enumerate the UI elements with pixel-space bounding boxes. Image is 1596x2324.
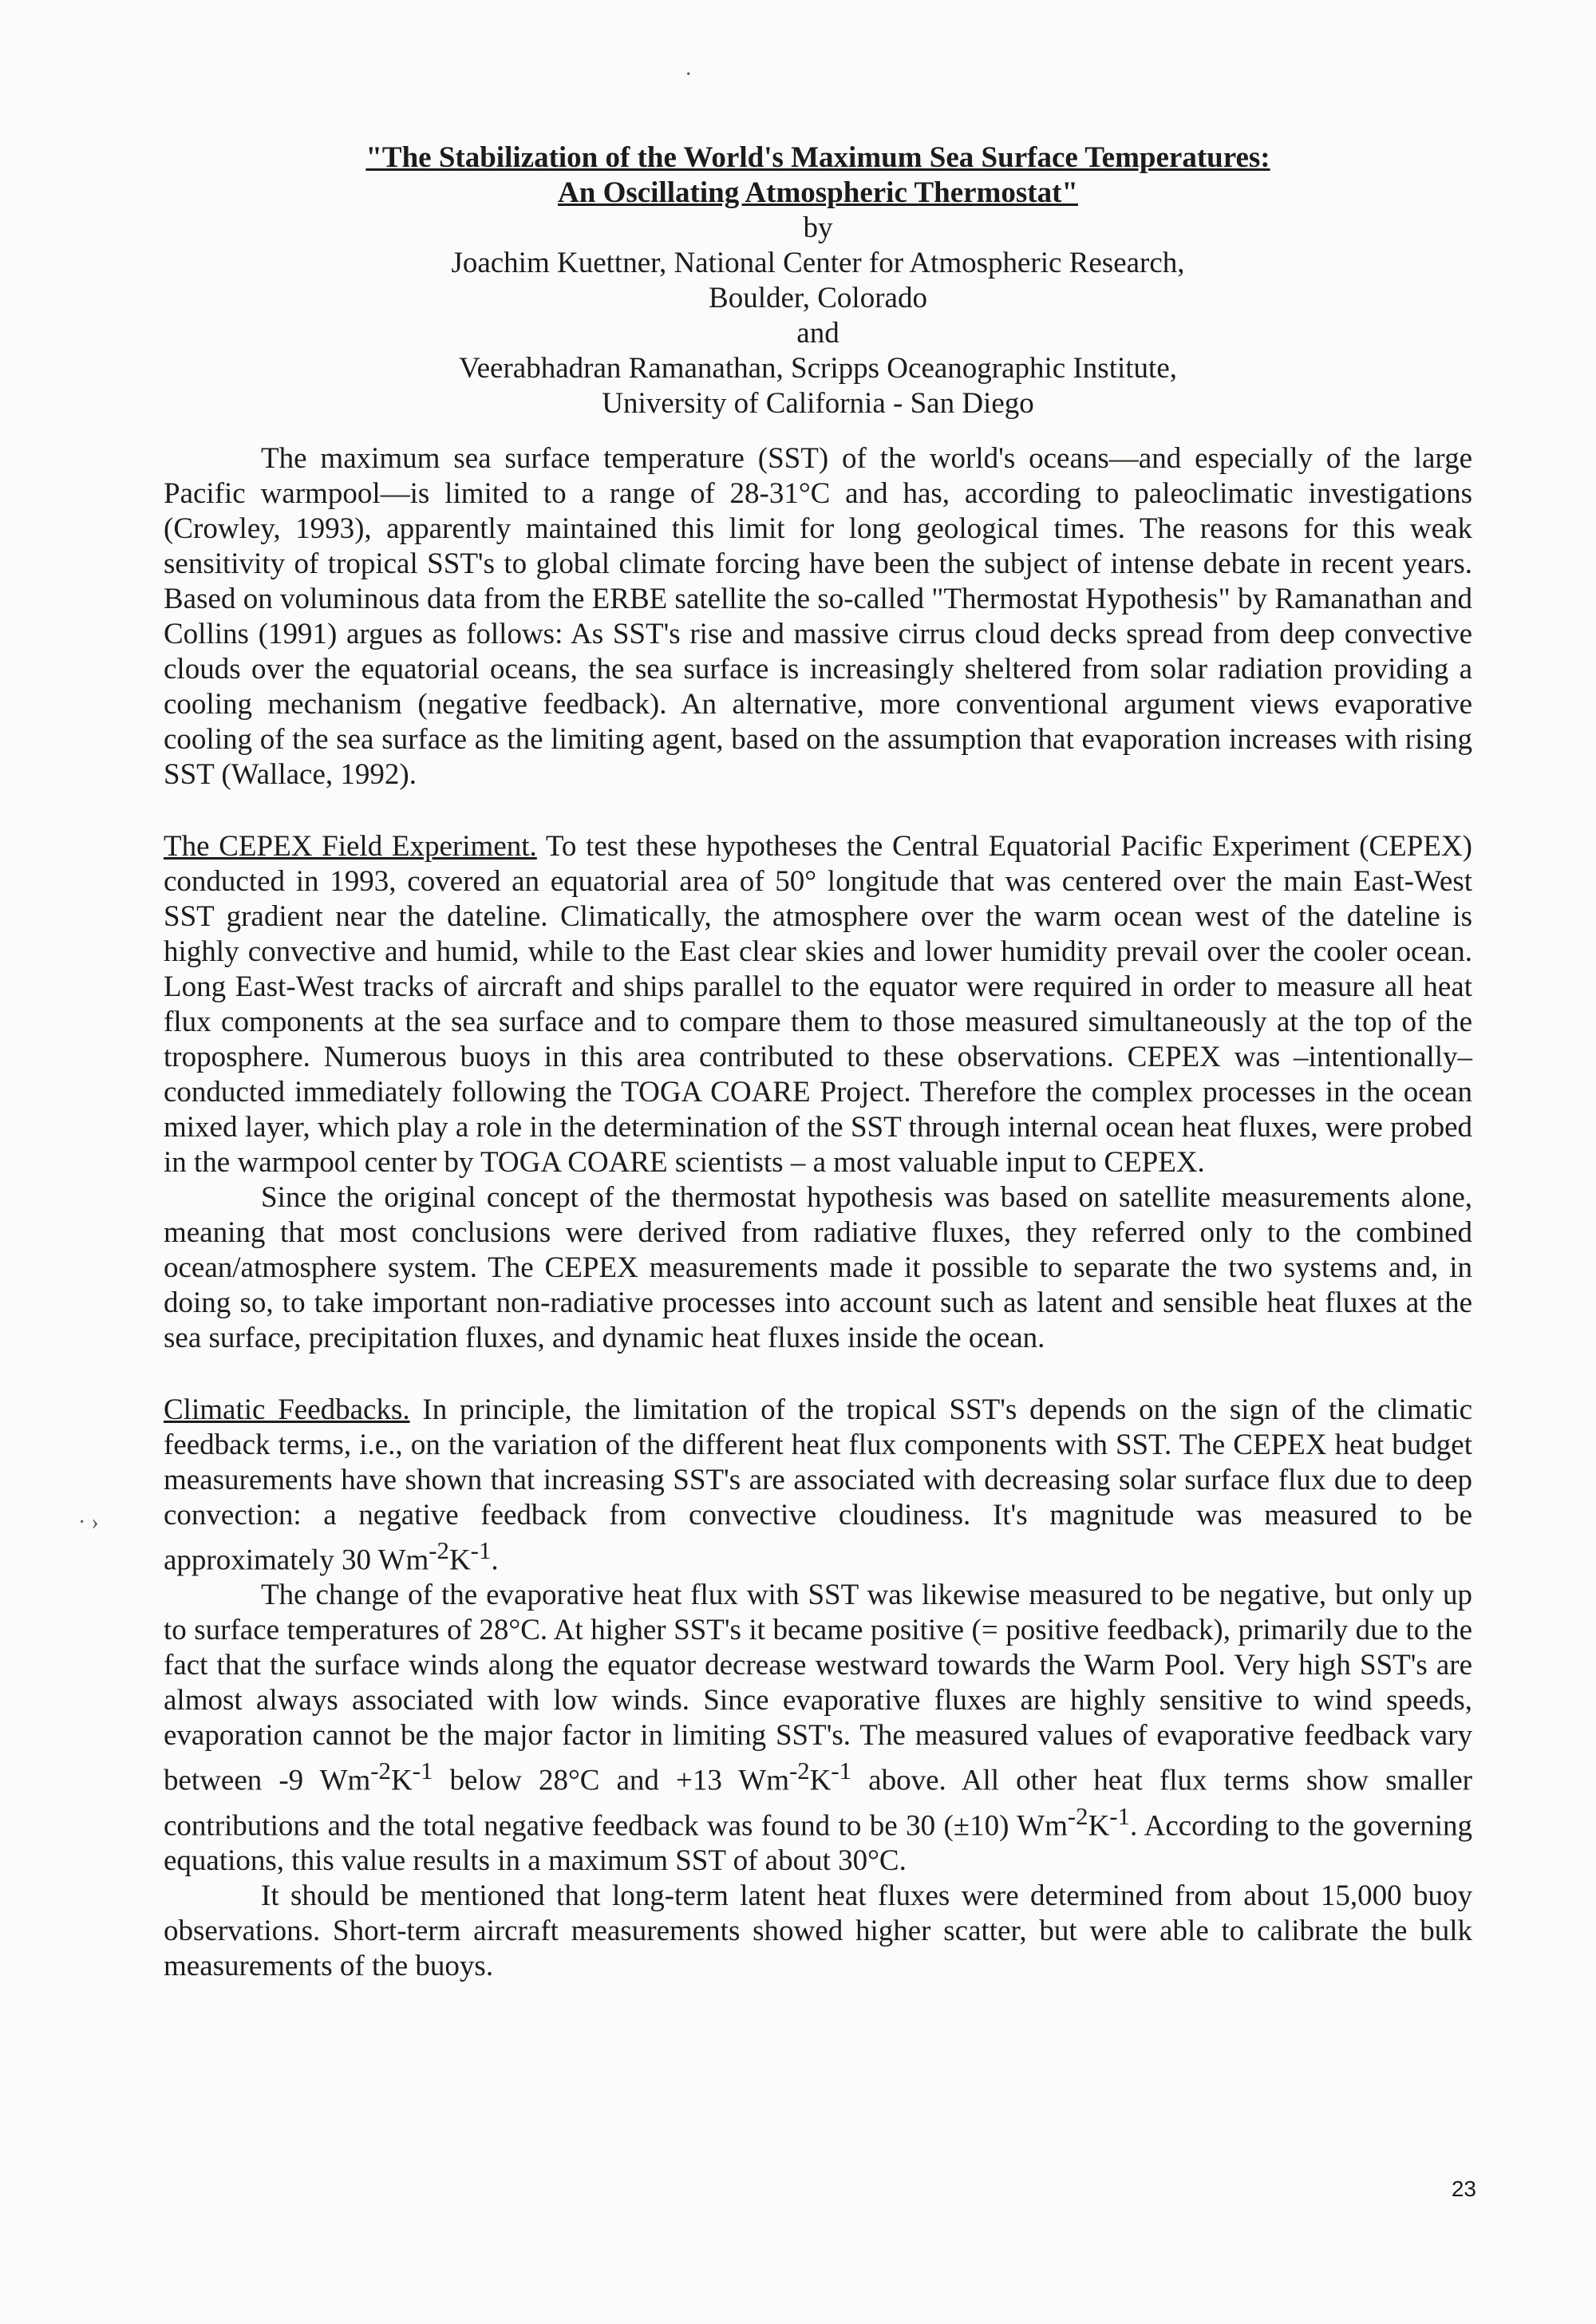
unit-exponent: -1: [412, 1757, 433, 1785]
author-2: Veerabhadran Ramanathan, Scripps Oceanographic Institute,: [459, 352, 1177, 385]
unit-exponent: -2: [1067, 1802, 1088, 1830]
climatic-paragraph-2: [164, 1578, 1472, 1879]
unit-exponent: -1: [1109, 1802, 1130, 1830]
scan-speck: ·: [685, 62, 693, 87]
unit-kelvin: K: [448, 1543, 471, 1577]
margin-mark: · ›: [78, 1510, 99, 1535]
author-1-location: Boulder, Colorado: [709, 282, 927, 314]
unit-exponent: -2: [370, 1757, 391, 1785]
unit-kelvin: K: [390, 1764, 413, 1797]
unit-exponent: -2: [429, 1537, 449, 1564]
cepex-paragraph-1-text: To test these hypotheses the Central Equatorial Pacific Experiment (CEPEX) conducted in 1993, covered an equatorial area of 50° longitude that was centered over the main East-West SST gradient near the dateline. Climatically, the atmosphere over the warm ocean west of the dateline is highly convective and humid, while to the East clear skies and lower humidity prevail over the cooler ocean. Long East-West tracks of aircraft and ships parallel to the equator were required in order to measure all heat flux components at the sea surface and to compare them to those measured simultaneously at the top of the troposphere. Numerous buoys in this area contributed to these observations. CEPEX was –intentionally– conducted immediately following the TOGA COARE Project. Therefore the complex processes in the ocean mixed layer, which play a role in the determination of the SST through internal ocean heat fluxes, were probed in the warmpool center by TOGA COARE scientists – a most valuable input to CEPEX.: [164, 830, 1473, 1179]
paper-header: [160, 140, 1476, 421]
byline-and: and: [796, 317, 839, 350]
sentence-period: .: [491, 1543, 499, 1577]
paper-title-line-1: "The Stabilization of the World's Maximum Sea Surface Temperatures:: [365, 141, 1270, 174]
intro-paragraph: The maximum sea surface temperature (SST) of the world's oceans—and especially of the large Pacific warmpool—is limited to a range of 28-31°C and has, according to paleoclimatic investigations (Crowley, 1993), apparently maintained this limit for long geological times. The reasons for this weak sensitivity of tropical SST's to global climate forcing have been the subject of intense debate in recent years. Based on voluminous data from the ERBE satellite the so-called "Thermostat Hypothesis" by Ramanathan and Collins (1991) argues as follows: As SST's rise and massive cirrus cloud decks spread from deep convective clouds over the equatorial oceans, the sea surface is increasingly sheltered from solar radiation providing a cooling mechanism (negative feedback). An alternative, more conventional argument views evaporative cooling of the sea surface as the limiting agent, based on the assumption that evaporation increases with rising SST (Wallace, 1992).: [164, 442, 1472, 791]
paper-body: [164, 441, 1472, 1984]
climatic-paragraph-2-end: . According to the governing equations, this value results in a maximum SST of about 30°C.: [164, 1808, 1472, 1877]
byline-by: by: [803, 211, 833, 244]
cepex-paragraph-2: Since the original concept of the thermostat hypothesis was based on satellite measurements alone, meaning that most conclusions were derived from radiative fluxes, they referred only to the combined ocean/atmosphere system. The CEPEX measurements made it possible to separate the two systems and, in doing so, to take important non-radiative processes into account such as latent and sensible heat fluxes at the sea surface, precipitation fluxes, and dynamic heat fluxes inside the ocean.: [164, 1181, 1472, 1354]
climatic-paragraph-2-text: The change of the evaporative heat flux with SST was likewise measured to be negative, but only up to surface temperatures of 28°C. At higher SST's it became positive (= positive feedback), primarily due to the fact that the surface winds along the equator decrease westward towards the Warm Pool. Very high SST's are almost always associated with low winds. Since evaporative fluxes are highly sensitive to wind speeds, evaporation cannot be the major factor in limiting SST's. The measured values of evaporative feedback vary between -9 Wm: [164, 1579, 1472, 1797]
cepex-paragraph-1: [164, 829, 1472, 1180]
climatic-paragraph-1-text: In principle, the limitation of the tropical SST's depends on the sign of the climatic feedback terms, i.e., on the variation of the different heat flux components with SST. The CEPEX heat budget measurements have shown that increasing SST's are associated with decreasing solar surface flux due to deep convection: a negative feedback from convective cloudiness. It's magnitude was measured to be approximately 30 Wm: [164, 1393, 1473, 1577]
unit-kelvin: K: [1088, 1808, 1110, 1842]
climatic-paragraph-3: It should be mentioned that long-term latent heat fluxes were determined from about 15,000 buoy observations. Short-term aircraft measurements showed higher scatter, but were able to calibrate the bulk measurements of the buoys.: [164, 1879, 1472, 1982]
page-number: 23: [1451, 2176, 1476, 2201]
climatic-paragraph-2-mid-1: below 28°C and +13 Wm: [433, 1764, 789, 1797]
climatic-paragraph-2-mid-2: above. All other heat flux terms show smaller contributions and the total negative feedback was found to be 30 (±10) Wm: [164, 1764, 1472, 1842]
author-2-location: University of California - San Diego: [602, 387, 1034, 420]
section-heading-cepex: The CEPEX Field Experiment.: [164, 830, 537, 863]
unit-kelvin: K: [809, 1764, 832, 1797]
climatic-paragraph-1: [164, 1393, 1472, 1578]
paper-title-line-2: An Oscillating Atmospheric Thermostat": [558, 176, 1078, 209]
unit-exponent: -1: [831, 1757, 852, 1785]
unit-exponent: -2: [788, 1757, 810, 1785]
section-heading-climatic: Climatic Feedbacks.: [164, 1393, 410, 1426]
author-1: Joachim Kuettner, National Center for Atmospheric Research,: [451, 247, 1185, 279]
unit-exponent: -1: [470, 1537, 492, 1564]
